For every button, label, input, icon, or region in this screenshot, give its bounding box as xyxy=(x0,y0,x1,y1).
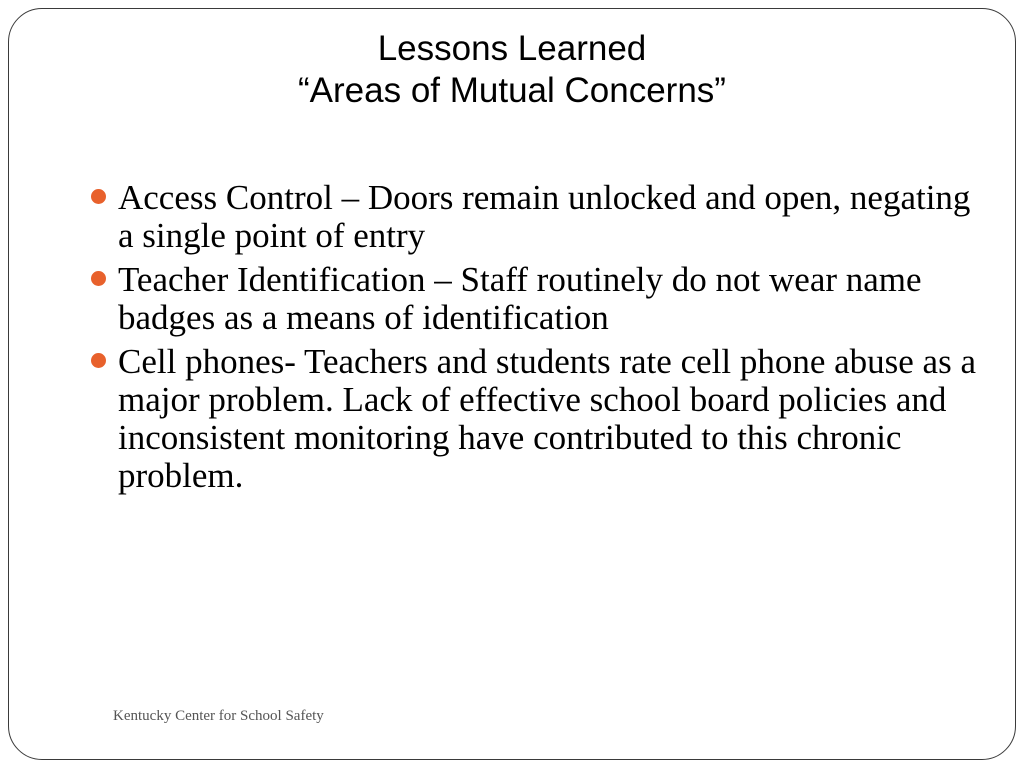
bullet-text: Cell phones- Teachers and students rate cell phone abuse as a major problem. Lack of effective school board policies and inconsistent monitoring have contributed to this chronic problem. xyxy=(118,342,976,495)
bullet-item-cell-phones xyxy=(88,343,978,495)
bullet-list xyxy=(88,179,978,501)
bullet-dot-icon xyxy=(91,271,106,286)
bullet-text: Teacher Identification – Staff routinely do not wear name badges as a means of identification xyxy=(118,260,922,337)
footer-text: Kentucky Center for School Safety xyxy=(113,708,324,724)
bullet-dot-icon xyxy=(91,353,106,368)
bullet-item-teacher-identification xyxy=(88,261,978,337)
bullet-item-access-control xyxy=(88,179,978,255)
title-line-1: Lessons Learned xyxy=(377,29,647,68)
bullet-text: Access Control – Doors remain unlocked and open, negating a single point of entry xyxy=(118,178,971,255)
slide-title xyxy=(0,28,1024,112)
bullet-dot-icon xyxy=(91,189,106,204)
title-line-2: “Areas of Mutual Concerns” xyxy=(298,71,726,110)
